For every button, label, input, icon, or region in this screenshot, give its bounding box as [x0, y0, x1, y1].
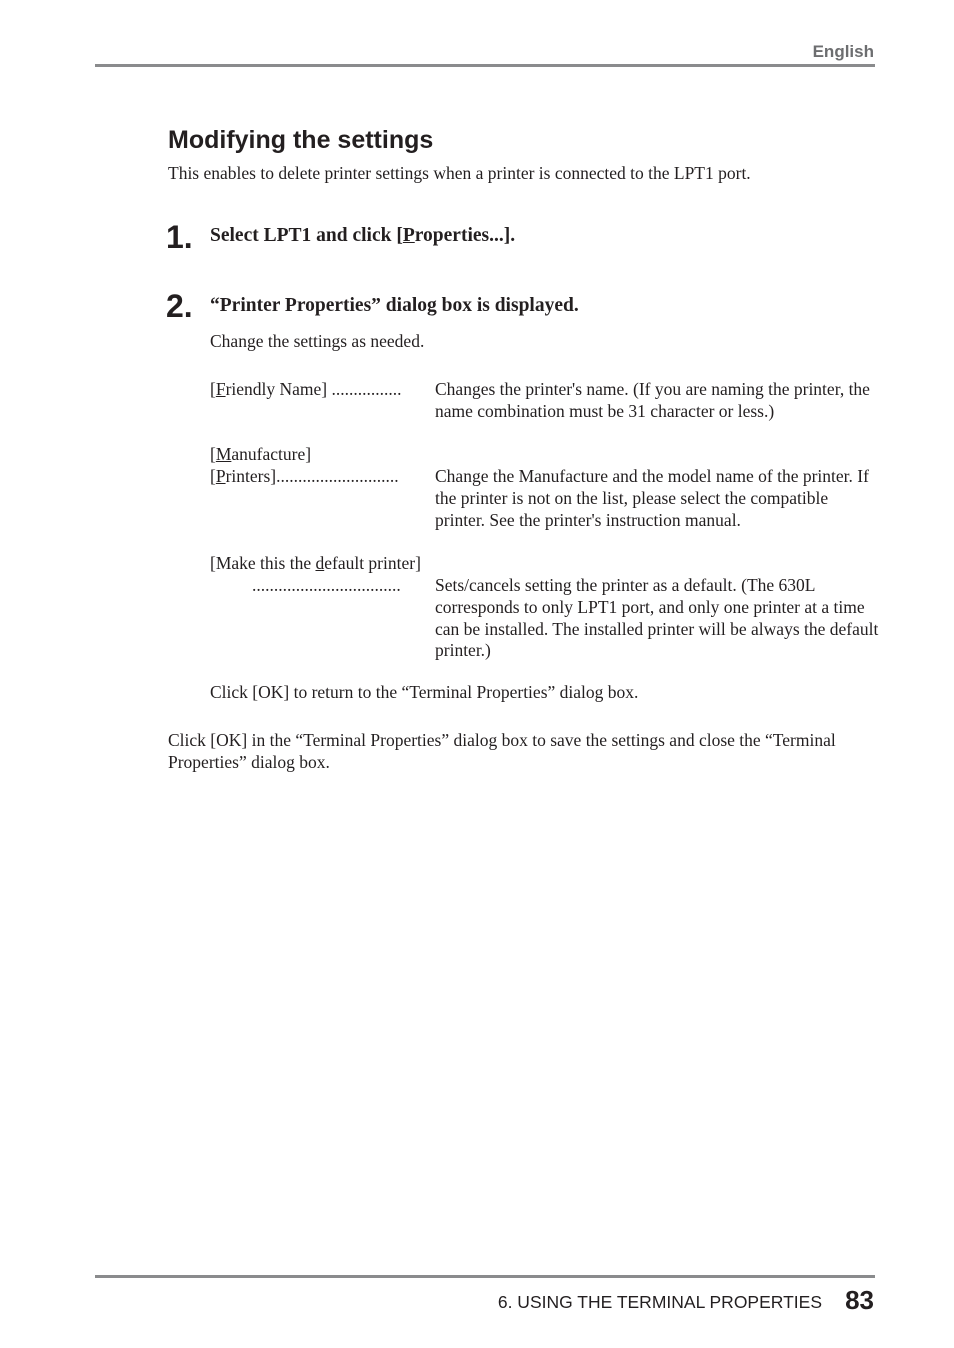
section-intro: This enables to delete printer settings when a printer is connected to the LPT1 port.	[168, 163, 751, 183]
term-printers: [Printers]............................	[210, 466, 399, 486]
step-2-number: 2.	[166, 288, 193, 324]
desc-default-printer: Sets/cancels setting the printer as a default. (The 630L corresponds to only LPT1 port, and only one printer at a time can be installed. The installed printer will be always the default printer.)	[435, 575, 879, 661]
step-2-note: Change the settings as needed.	[210, 331, 425, 351]
term-default-printer: [Make this the default printer]	[210, 553, 421, 573]
closing-paragraph: Click [OK] in the “Terminal Properties” dialog box to save the settings and close the “Terminal Properties” dialog box.	[168, 730, 836, 772]
footer-rule	[95, 1275, 875, 1278]
click-ok-note: Click [OK] to return to the “Terminal Properties” dialog box.	[210, 682, 639, 702]
language-label: English	[812, 42, 874, 61]
section-title: Modifying the settings	[168, 126, 434, 154]
term-default-printer-dots: ..................................	[252, 575, 401, 595]
desc-printers: Change the Manufacture and the model name of the printer. If the printer is not on the list, please select the compatible printer. See the printer's instruction manual.	[435, 466, 869, 530]
step-2-text: “Printer Properties” dialog box is displayed.	[210, 295, 579, 316]
step-1-text: Select LPT1 and click [Properties...].	[210, 225, 516, 246]
term-manufacture: [Manufacture]	[210, 444, 312, 464]
header-rule	[95, 64, 875, 67]
step-1-number: 1.	[166, 219, 193, 255]
term-friendly-name: [Friendly Name] ................	[210, 379, 402, 399]
desc-friendly-name: Changes the printer's name. (If you are naming the printer, the name combination must be 31 character or less.)	[435, 379, 870, 421]
footer-chapter: 6. USING THE TERMINAL PROPERTIES	[497, 1292, 822, 1312]
page-number: 83	[845, 1285, 874, 1315]
